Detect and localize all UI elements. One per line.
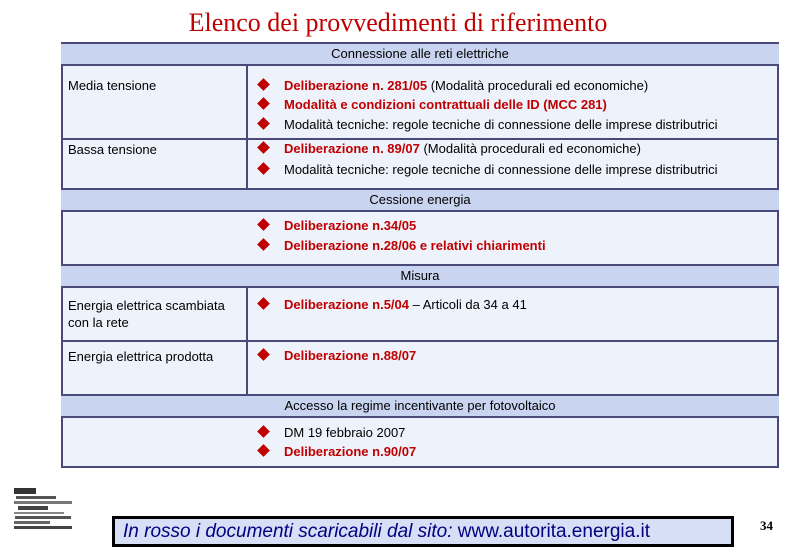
document-link[interactable]: Deliberazione n. 89/07 (284, 141, 420, 156)
diamond-bullet-icon (257, 218, 270, 231)
document-link[interactable]: Deliberazione n.88/07 (284, 348, 417, 363)
section-header-accesso (61, 394, 779, 418)
row-label-media: Media tensione (68, 78, 157, 93)
row-label-bassa: Bassa tensione (68, 142, 157, 157)
column-divider (246, 64, 248, 188)
section-title: Accesso la regime incentivante per fotovoltaico (284, 398, 556, 413)
document-link[interactable]: Deliberazione n.5/04 (284, 297, 409, 312)
list-item[interactable] (257, 442, 416, 461)
authority-logo-icon (12, 486, 74, 532)
document-link[interactable]: Deliberazione n.90/07 (284, 444, 417, 459)
document-link[interactable]: Deliberazione n.34/05 (284, 218, 417, 233)
document-link[interactable]: Deliberazione n. 281/05 (284, 78, 428, 93)
section-title: Misura (400, 268, 440, 283)
page-number: 34 (760, 518, 773, 533)
section-header-cessione (61, 188, 779, 212)
section-header-misura (61, 264, 779, 288)
diamond-bullet-icon (257, 297, 270, 310)
diamond-bullet-icon (257, 97, 270, 110)
row-label-prodotta: Energia elettrica prodotta (68, 349, 214, 364)
list-item: Modalità tecniche: regole tecniche di connessione delle imprese distributrici (257, 115, 718, 134)
diamond-bullet-icon (257, 425, 270, 438)
list-item[interactable] (257, 95, 607, 114)
diamond-bullet-icon (257, 238, 270, 251)
diamond-bullet-icon (257, 162, 270, 175)
document-link[interactable]: Deliberazione n.28/06 e relativi chiarimenti (284, 238, 546, 253)
list-item[interactable] (257, 216, 416, 235)
diamond-bullet-icon (257, 117, 270, 130)
row-divider (61, 340, 779, 342)
list-item: Modalità tecniche: regole tecniche di connessione delle imprese distributrici (257, 160, 718, 179)
list-item[interactable]: Deliberazione n. 281/05 (Modalità procedurali ed economiche) (257, 76, 648, 95)
document-link[interactable]: Modalità e condizioni contrattuali delle ID (MCC 281) (284, 97, 607, 112)
diamond-bullet-icon (257, 78, 270, 91)
list-item: DM 19 febbraio 2007 (257, 423, 405, 442)
list-item[interactable]: Deliberazione n. 89/07 (Modalità procedurali ed economiche) (257, 139, 641, 158)
section-title: Cessione energia (369, 192, 471, 207)
diamond-bullet-icon (257, 348, 270, 361)
section-title: Connessione alle reti elettriche (331, 46, 509, 61)
list-item[interactable] (257, 346, 416, 365)
diamond-bullet-icon (257, 444, 270, 457)
row-label-scambiata: Energia elettrica scambiata con la rete (68, 298, 225, 330)
section-header-connessione (61, 42, 779, 66)
site-link[interactable]: www.autorita.energia.it (457, 521, 650, 542)
diamond-bullet-icon (257, 141, 270, 154)
footer-note: In rosso i documenti scaricabili dal sito: www.autorita.energia.it (112, 516, 734, 547)
page-title: Elenco dei provvedimenti di riferimento (188, 8, 608, 37)
list-item[interactable] (257, 236, 546, 255)
list-item[interactable]: Deliberazione n.5/04 – Articoli da 34 a 41 (257, 295, 527, 314)
